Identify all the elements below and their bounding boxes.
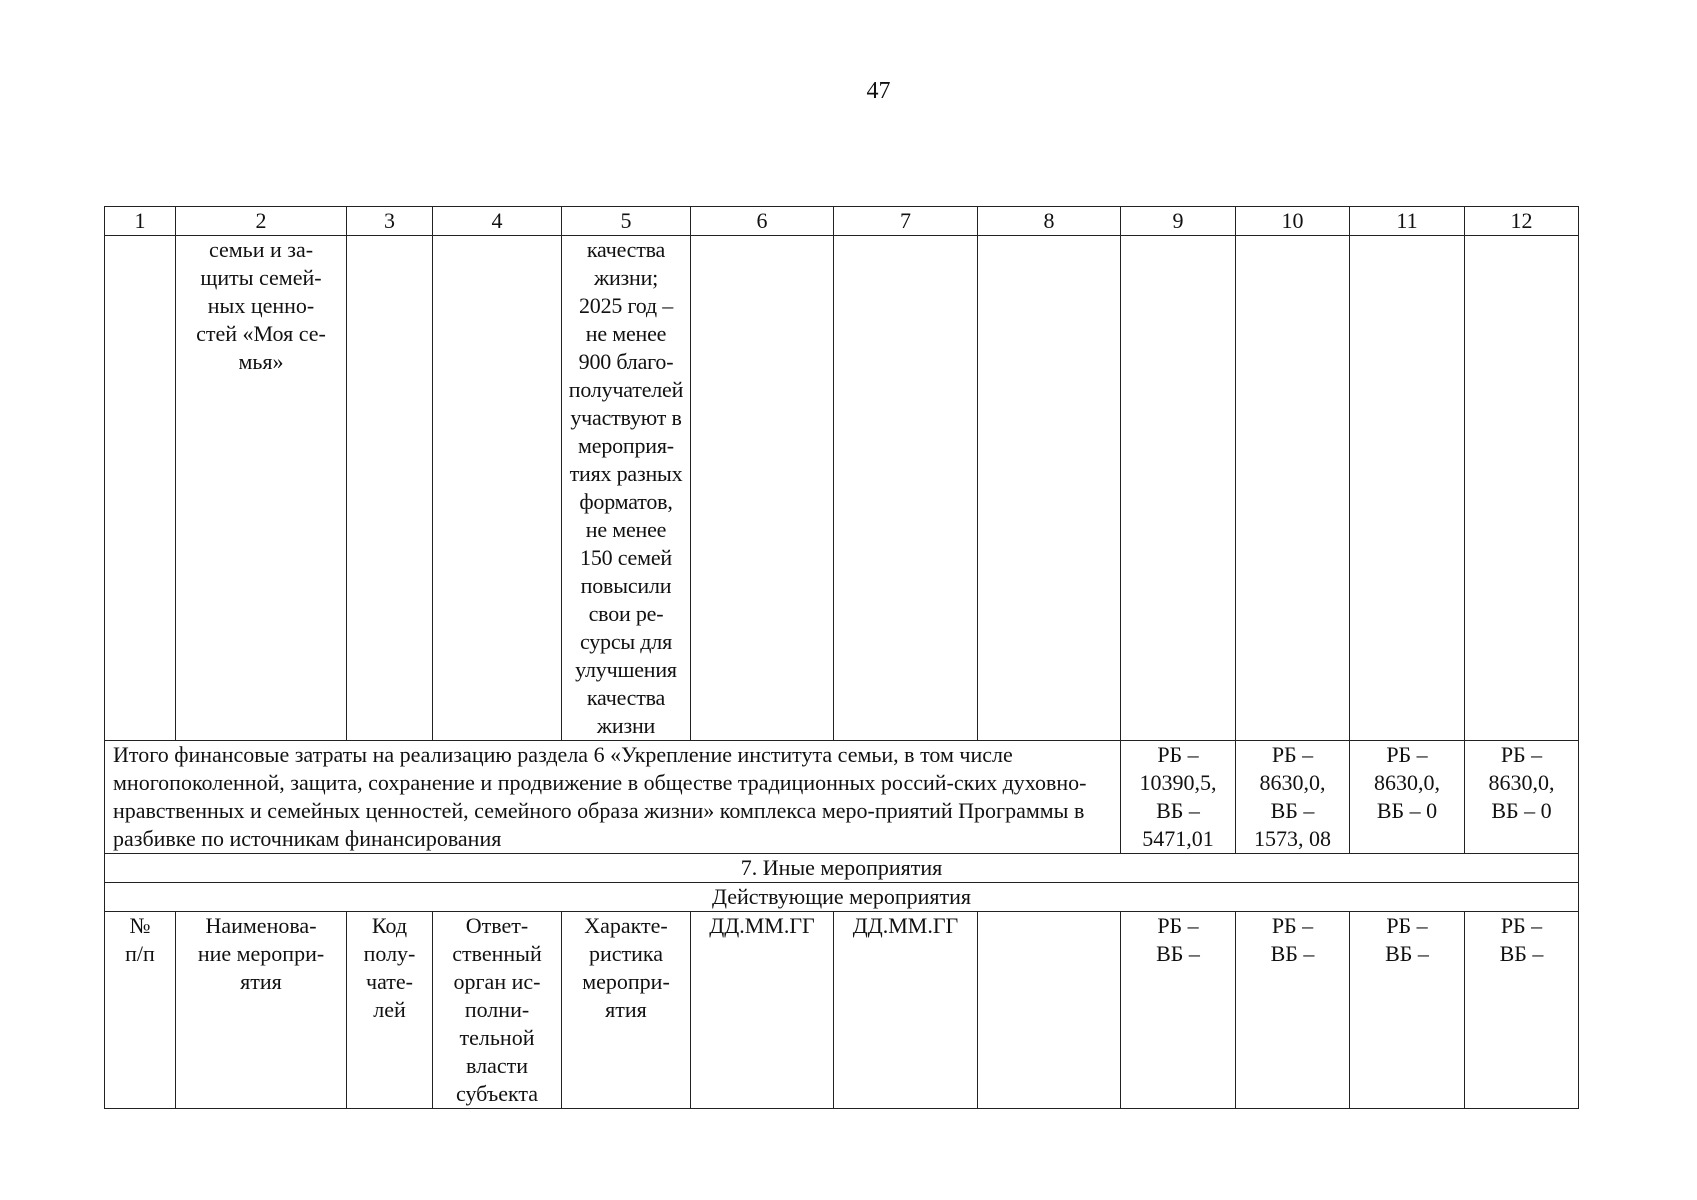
end-date-cell: ДД.ММ.ГГ (834, 912, 978, 1109)
column-number: 2 (176, 207, 347, 236)
funding-cell-col9: РБ – ВБ – (1121, 912, 1236, 1109)
funding-cell-col10: РБ – ВБ – (1236, 912, 1350, 1109)
table-row (105, 236, 1579, 741)
name-header-cell: Наименова- ние меропри- ятия (176, 912, 347, 1109)
subsection-title: Действующие мероприятия (105, 883, 1579, 912)
column-number: 11 (1350, 207, 1465, 236)
measure-name-cell: семьи и за- щиты семей- ных ценно- стей «Моя се- мья» (176, 236, 347, 741)
column-number: 12 (1465, 207, 1579, 236)
column-number: 8 (978, 207, 1121, 236)
total-value-col10: РБ – 8630,0, ВБ – 1573, 08 (1236, 741, 1350, 854)
total-value-col11: РБ – 8630,0, ВБ – 0 (1350, 741, 1465, 854)
table-cell (691, 236, 834, 741)
total-label: Итого финансовые затраты на реализацию раздела 6 «Укрепление института семьи, в том числе многопоколенной, защита, сохранение и продвижение в обществе традиционных россий-ских духовно-нравственных и семейных ценностей, семейного образа жизни» комплекса меро-приятий Программы в разбивке по источникам финансирования (105, 741, 1121, 854)
column-number: 3 (347, 207, 433, 236)
funding-cell-col11: РБ – ВБ – (1350, 912, 1465, 1109)
column-number: 10 (1236, 207, 1350, 236)
table-cell (978, 236, 1121, 741)
column-number: 1 (105, 207, 176, 236)
subsection-title-row (105, 883, 1579, 912)
characteristic-cell: Характе- ристика меропри- ятия (562, 912, 691, 1109)
number-header-cell: № п/п (105, 912, 176, 1109)
total-value-col9: РБ – 10390,5, ВБ – 5471,01 (1121, 741, 1236, 854)
table-cell (105, 236, 176, 741)
column-number: 7 (834, 207, 978, 236)
table-cell (1236, 236, 1350, 741)
table-cell (433, 236, 562, 741)
table-cell (978, 912, 1121, 1109)
table-cell (1350, 236, 1465, 741)
responsible-body-cell: Ответ- ственный орган ис- полни- тельной власти субъекта (433, 912, 562, 1109)
funding-cell-col12: РБ – ВБ – (1465, 912, 1579, 1109)
total-value-col12: РБ – 8630,0, ВБ – 0 (1465, 741, 1579, 854)
column-number: 9 (1121, 207, 1236, 236)
table-cell (834, 236, 978, 741)
table-cell (1121, 236, 1236, 741)
total-row (105, 741, 1579, 854)
template-row (105, 912, 1579, 1109)
column-number-row (105, 207, 1579, 236)
column-number: 6 (691, 207, 834, 236)
table-cell (1465, 236, 1579, 741)
page-number: 47 (866, 78, 891, 104)
program-measures-table (104, 206, 1579, 1109)
column-number: 4 (433, 207, 562, 236)
column-number: 5 (562, 207, 691, 236)
recipient-code-cell: Код полу- чате- лей (347, 912, 433, 1109)
section-title-row (105, 854, 1579, 883)
start-date-cell: ДД.ММ.ГГ (691, 912, 834, 1109)
measure-characteristic-cell: качества жизни; 2025 год – не менее 900 благо- получателей участвуют в мероприя- тиях разных форматов, не менее 150 семей повысили свои ре- сурсы для улучшения качества жизни (562, 236, 691, 741)
section-title: 7. Иные мероприятия (105, 854, 1579, 883)
table-cell (347, 236, 433, 741)
